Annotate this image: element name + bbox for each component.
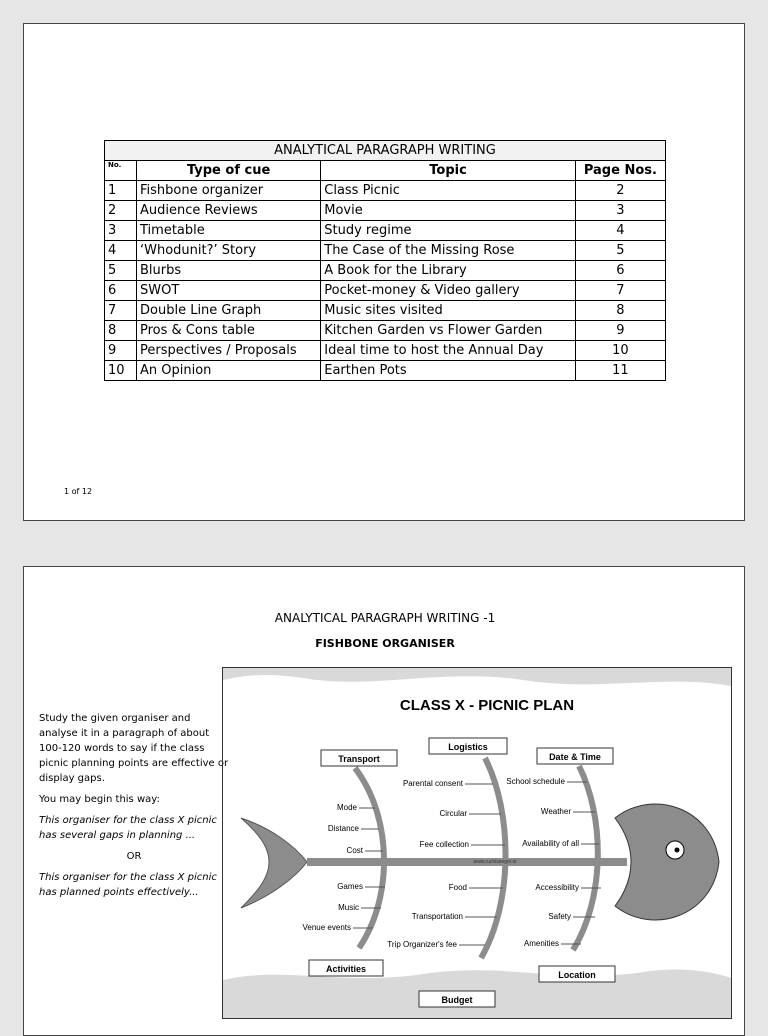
- cell-page: 2: [575, 181, 665, 201]
- table-row: [105, 361, 666, 381]
- cell-topic: Kitchen Garden vs Flower Garden: [321, 321, 576, 341]
- document-page-1: [23, 23, 745, 521]
- cell-topic: Ideal time to host the Annual Day: [321, 341, 576, 361]
- cell-type: Pros & Cons table: [137, 321, 321, 341]
- begin-prompt: You may begin this way:: [39, 794, 160, 805]
- cell-page: 8: [575, 301, 665, 321]
- svg-text:Logistics: Logistics: [448, 742, 488, 752]
- category-activities: [309, 960, 383, 976]
- item-venue-events: Venue events: [302, 923, 351, 932]
- page-number: 1 of 12: [64, 487, 93, 496]
- category-date-time: [537, 748, 613, 764]
- table-row: [105, 341, 666, 361]
- item-fee-collection: Fee collection: [419, 840, 469, 849]
- page-subtitle: FISHBONE ORGANISER: [315, 637, 455, 650]
- cell-topic: A Book for the Library: [321, 261, 576, 281]
- cell-topic: Movie: [321, 201, 576, 221]
- cell-type: Perspectives / Proposals: [137, 341, 321, 361]
- cell-type: Timetable: [137, 221, 321, 241]
- cell-no: 4: [105, 241, 137, 261]
- cell-type: Fishbone organizer: [137, 181, 321, 201]
- top-wave: [223, 668, 731, 686]
- table-row: [105, 301, 666, 321]
- cell-type: Double Line Graph: [137, 301, 321, 321]
- option-a: This organiser for the class X picnic has several gaps in planning ...: [39, 815, 217, 841]
- cell-type: An Opinion: [137, 361, 321, 381]
- fishbone-diagram: [222, 667, 732, 1019]
- cell-page: 10: [575, 341, 665, 361]
- cell-page: 6: [575, 261, 665, 281]
- item-games: Games: [337, 882, 363, 891]
- item-transportation: Transportation: [411, 912, 463, 921]
- item-distance: Distance: [327, 824, 359, 833]
- cell-page: 11: [575, 361, 665, 381]
- cell-type: Blurbs: [137, 261, 321, 281]
- option-b: This organiser for the class X picnic has planned points effectively...: [39, 872, 217, 898]
- table-row: [105, 321, 666, 341]
- page-title: ANALYTICAL PARAGRAPH WRITING -1: [274, 611, 496, 625]
- cell-topic: Study regime: [321, 221, 576, 241]
- cell-no: 10: [105, 361, 137, 381]
- cell-topic: Pocket-money & Video gallery: [321, 281, 576, 301]
- watermark: www.ruchiseeger.in: [473, 859, 517, 865]
- cell-no: 3: [105, 221, 137, 241]
- instruction-text: Study the given organiser and analyse it in a paragraph of about 100-120 words to say if the class picnic planning points are effective or display gaps.: [39, 713, 229, 784]
- document-page-2: [23, 566, 745, 1036]
- fish-spine: [307, 858, 627, 866]
- item-school-schedule: School schedule: [506, 777, 565, 786]
- cell-type: SWOT: [137, 281, 321, 301]
- contents-table: [104, 140, 666, 381]
- category-transport: [321, 750, 397, 766]
- svg-text:Transport: Transport: [338, 754, 380, 764]
- cell-no: 1: [105, 181, 137, 201]
- item-cost: Cost: [346, 846, 363, 855]
- table-row: [105, 201, 666, 221]
- svg-text:Activities: Activities: [325, 964, 367, 974]
- item-food: Food: [448, 883, 467, 892]
- cell-topic: The Case of the Missing Rose: [321, 241, 576, 261]
- cell-topic: Class Picnic: [321, 181, 576, 201]
- cell-no: 5: [105, 261, 137, 281]
- cell-no: 7: [105, 301, 137, 321]
- cell-type: Audience Reviews: [137, 201, 321, 221]
- item-circular: Circular: [439, 809, 467, 818]
- table-title: ANALYTICAL PARAGRAPH WRITING: [105, 141, 666, 161]
- header-page: Page Nos.: [575, 161, 665, 181]
- cell-page: 4: [575, 221, 665, 241]
- svg-text:Budget: Budget: [441, 995, 473, 1005]
- item-weather: Weather: [540, 807, 571, 816]
- header-no: No.: [105, 161, 137, 181]
- svg-text:Location: Location: [558, 970, 596, 980]
- diagram-title: CLASS X - PICNIC PLAN: [399, 697, 575, 714]
- table-row: [105, 281, 666, 301]
- cell-page: 3: [575, 201, 665, 221]
- item-amenities: Amenities: [523, 939, 559, 948]
- fish-tail: [241, 818, 307, 908]
- cell-type: ‘Whodunit?’ Story: [137, 241, 321, 261]
- table-row: [105, 181, 666, 201]
- cell-no: 6: [105, 281, 137, 301]
- item-availability: Availability of all: [522, 839, 579, 848]
- cell-topic: Earthen Pots: [321, 361, 576, 381]
- cell-topic: Music sites visited: [321, 301, 576, 321]
- item-music: Music: [338, 903, 359, 912]
- table-row: [105, 241, 666, 261]
- item-safety: Safety: [548, 912, 571, 921]
- cell-page: 9: [575, 321, 665, 341]
- table-row: [105, 261, 666, 281]
- cell-no: 8: [105, 321, 137, 341]
- or-separator: OR: [126, 851, 142, 862]
- cell-page: 5: [575, 241, 665, 261]
- cell-page: 7: [575, 281, 665, 301]
- category-location: [539, 966, 615, 982]
- category-budget: [419, 991, 495, 1007]
- item-trip-fee: Trip Organizer's fee: [387, 940, 457, 949]
- fish-head: [615, 804, 719, 920]
- cell-no: 2: [105, 201, 137, 221]
- item-parental-consent: Parental consent: [402, 779, 463, 788]
- cell-no: 9: [105, 341, 137, 361]
- item-mode: Mode: [336, 803, 357, 812]
- svg-text:Date & Time: Date & Time: [549, 752, 601, 762]
- header-topic: Topic: [321, 161, 576, 181]
- item-accessibility: Accessibility: [535, 883, 579, 892]
- table-row: [105, 221, 666, 241]
- instructions-panel: [39, 711, 229, 906]
- category-logistics: [429, 738, 507, 754]
- header-type: Type of cue: [137, 161, 321, 181]
